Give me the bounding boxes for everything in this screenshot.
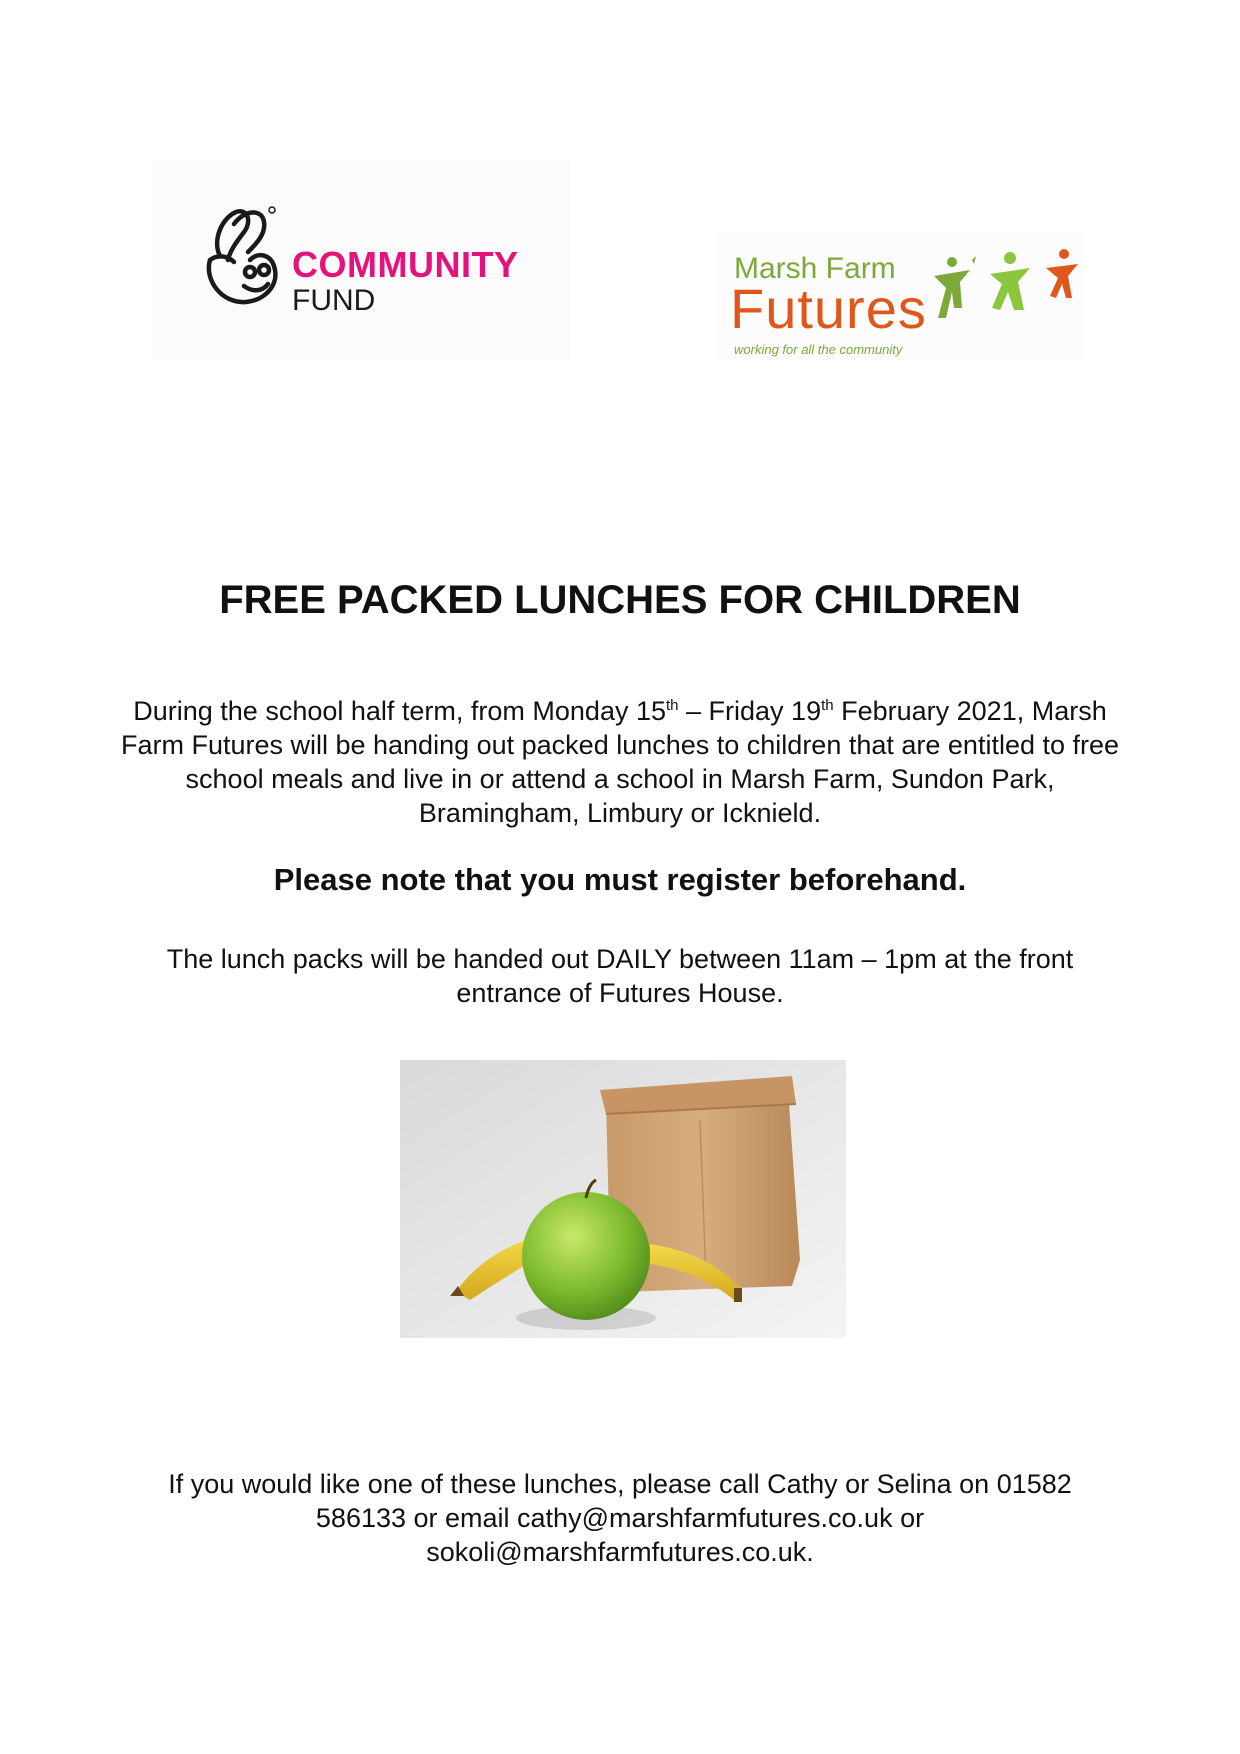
contact-paragraph: If you would like one of these lunches, please call Cathy or Selina on 01582 586133 or email cathy@marshfarmfutures.co.uk or sokoli@marshfarmfutures.co.uk.: [168, 1469, 1072, 1567]
community-fund-logo: [152, 160, 570, 360]
intro-text-c: February 2021, Marsh Farm Futures will be handing out packed lunches to children that are entitled to free school meals and live in or attend a school in Marsh Farm, Sundon Park, Bramingham, Limbury or Icknield.: [120, 696, 1120, 828]
community-fund-line1: COMMUNITY: [292, 244, 519, 285]
community-fund-line2: FUND: [292, 284, 376, 317]
crossed-fingers-icon: [200, 200, 284, 310]
marsh-farm-tagline: working for all the community: [734, 342, 903, 357]
intro-sup-a: th: [666, 697, 679, 714]
page-title: FREE PACKED LUNCHES FOR CHILDREN: [219, 578, 1021, 622]
marsh-farm-futures-logo: [716, 232, 1086, 360]
intro-paragraph: [120, 694, 1120, 830]
intro-sup-b: th: [821, 697, 834, 714]
schedule-paragraph: The lunch packs will be handed out DAILY between 11am – 1pm at the front entrance of Futures House.: [166, 944, 1074, 1008]
marsh-farm-line2: Futures: [730, 277, 927, 340]
people-figures-icon: [930, 248, 1080, 328]
register-note: Please note that you must register beforehand.: [273, 862, 967, 897]
marsh-farm-line1: Marsh Farm: [734, 252, 896, 285]
lunch-bag-photo: [400, 1060, 846, 1338]
intro-text-a: During the school half term, from Monday 15: [133, 696, 666, 726]
intro-text-b: – Friday 19: [678, 696, 822, 726]
